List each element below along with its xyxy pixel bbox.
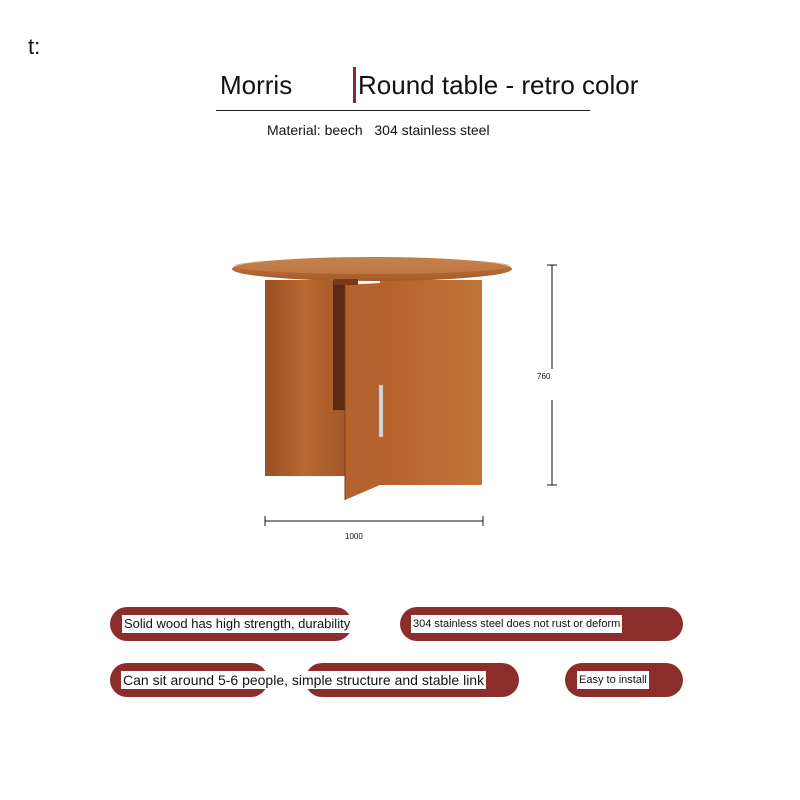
- material-text: Material: beech 304 stainless steel: [267, 122, 490, 138]
- brand-name: Morris: [220, 70, 293, 100]
- feature-label-install: Easy to install: [577, 671, 649, 689]
- title-divider: [353, 67, 356, 103]
- width-label: 1000: [345, 532, 363, 541]
- title-underline: [216, 110, 590, 111]
- steel-fitting: [379, 385, 383, 437]
- feature-pill-strength: [110, 607, 352, 641]
- width-dimension-line: [262, 514, 486, 528]
- product-title: Round table - retro color: [358, 70, 639, 100]
- table-leg-panel-front: [345, 283, 380, 500]
- height-label: 760: [537, 372, 551, 381]
- table-leg-panel-right: [380, 280, 482, 485]
- feature-pill-steel: [400, 607, 683, 641]
- feature-label-strength: Solid wood has high strength, durability: [124, 616, 351, 631]
- corner-text: t:: [28, 34, 41, 59]
- feature-label-steel: 304 stainless steel does not rust or deform: [411, 615, 622, 633]
- feature-pill-install: [565, 663, 683, 697]
- table-leg-slot: [333, 280, 345, 410]
- round-table-image: [220, 245, 520, 505]
- feature-label-seating: Can sit around 5-6 people, simple structure and stable link: [123, 672, 485, 688]
